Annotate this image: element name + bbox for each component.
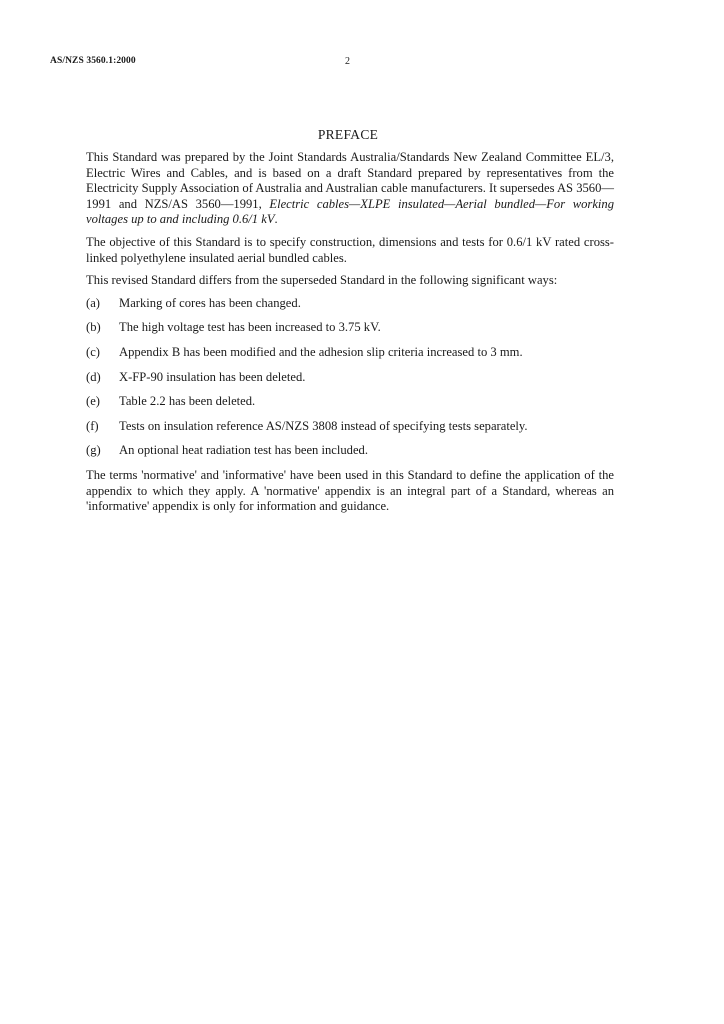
- paragraph-end: .: [274, 212, 278, 227]
- list-item: [86, 320, 614, 336]
- list-item-text: The high voltage test has been increased to 3.75 kV.: [119, 320, 381, 335]
- list-marker: (f): [86, 418, 99, 433]
- list-item-text: Appendix B has been modified and the adhesion slip criteria increased to 3 mm.: [119, 344, 523, 359]
- preface-paragraph-1: [86, 150, 614, 228]
- page-title: PREFACE: [317, 127, 379, 142]
- list-marker: (e): [86, 394, 100, 409]
- standard-identifier: AS/NZS 3560.1:2000: [50, 56, 136, 66]
- list-item: [86, 345, 614, 361]
- preface-paragraph-4: The terms 'normative' and 'informative' have been used in this Standard to define the application of the appendix to which they apply. A 'normative' appendix is an integral part of a Standard, whereas an 'informative' appendix is only for information and guidance.: [86, 467, 614, 514]
- superseded-standard-title: Electric cables—XLPE insulated—Aerial bundled—For working voltages up to and including 0.6/1 kV: [86, 196, 614, 227]
- list-item-text: Marking of cores has been changed.: [119, 295, 301, 310]
- list-item: [86, 296, 614, 312]
- list-item-text: Table 2.2 has been deleted.: [119, 394, 256, 409]
- page-number: 2: [345, 56, 350, 67]
- list-item-text: Tests on insulation reference AS/NZS 3808 instead of specifying tests separately.: [119, 418, 528, 433]
- paragraph-text: This Standard was prepared by the Joint Standards Australia/Standards New Zealand Committee EL/3, Electric Wires and Cables, and is based on a draft Standard prepared by representatives from the Electricity Supply Association of Australia and Australian cable manufacturers. It supersedes AS 3560—1991 and NZS/AS 3560—1991,: [86, 150, 614, 211]
- list-item-text: X-FP-90 insulation has been deleted.: [119, 369, 306, 384]
- list-marker: (g): [86, 443, 101, 458]
- preface-paragraph-2: The objective of this Standard is to specify construction, dimensions and tests for 0.6/1 kV rated cross-linked polyethylene insulated aerial bundled cables.: [86, 234, 614, 265]
- list-item-text: An optional heat radiation test has been included.: [119, 443, 369, 458]
- list-marker: (c): [86, 344, 100, 359]
- list-item: [86, 443, 614, 459]
- list-marker: (b): [86, 320, 101, 335]
- document-body: [86, 150, 614, 522]
- list-item: [86, 419, 614, 435]
- list-marker: (a): [86, 295, 100, 310]
- list-marker: (d): [86, 369, 101, 384]
- list-item: [86, 394, 614, 410]
- list-item: [86, 370, 614, 386]
- preface-paragraph-3: This revised Standard differs from the superseded Standard in the following significant ways:: [86, 273, 558, 288]
